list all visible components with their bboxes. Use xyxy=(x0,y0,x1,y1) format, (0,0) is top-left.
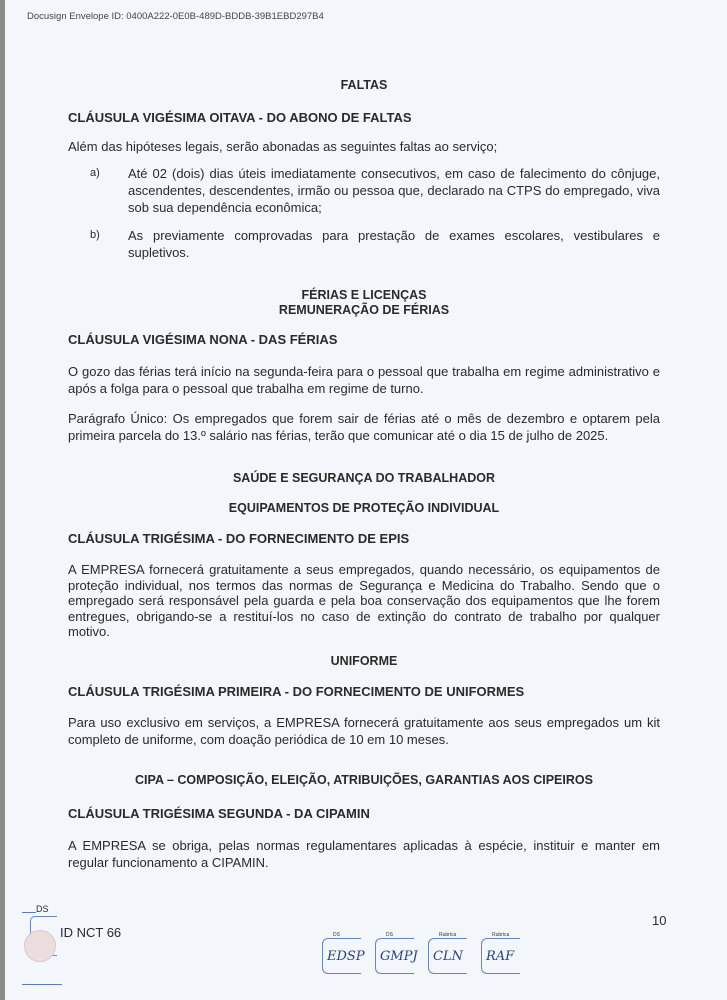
section-title: FALTAS xyxy=(340,78,388,92)
initials-box: Rubrica RAF xyxy=(481,938,520,974)
initials-box: Rubrica CLN xyxy=(428,938,467,974)
doc-id: ID NCT 66 xyxy=(60,925,122,940)
list-item: b) As previamente comprovadas para prestação de exames escolares, vestibulares e supletivos. xyxy=(90,228,660,260)
initials-box: DS GMPJ xyxy=(375,938,414,974)
clause-heading: CLÁUSULA TRIGÉSIMA PRIMEIRA - DO FORNECIMENTO DE UNIFORMES xyxy=(68,684,525,699)
scan-edge xyxy=(0,0,5,1000)
section-title: UNIFORME xyxy=(330,654,398,668)
section-subtitle: EQUIPAMENTOS DE PROTEÇÃO INDIVIDUAL xyxy=(228,501,500,515)
clause-heading: CLÁUSULA VIGÉSIMA OITAVA - DO ABONO DE FALTAS xyxy=(68,110,412,125)
section-title: CIPA – COMPOSIÇÃO, ELEIÇÃO, ATRIBUIÇÕES, GARANTIAS AOS CIPEIROS xyxy=(135,773,593,787)
clause-heading: CLÁUSULA TRIGÉSIMA - DO FORNECIMENTO DE EPIS xyxy=(68,531,410,546)
stamp-seal xyxy=(24,930,56,962)
section-title: SAÚDE E SEGURANÇA DO TRABALHADOR xyxy=(232,471,496,485)
paragraph: Para uso exclusivo em serviços, a EMPRESA fornecerá gratuitamente aos seus empregados um kit completo de uniforme, com doação periódica de 10 em 10 meses. xyxy=(68,715,660,747)
page-number: 10 xyxy=(652,913,667,928)
clause-heading: CLÁUSULA TRIGÉSIMA SEGUNDA - DA CIPAMIN xyxy=(68,806,370,821)
clause-heading: CLÁUSULA VIGÉSIMA NONA - DAS FÉRIAS xyxy=(68,332,338,347)
paragraph: A EMPRESA se obriga, pelas normas regulamentares aplicadas à espécie, instituir e manter em regular funcionamento a CIPAMIN. xyxy=(68,838,660,870)
section-title: FÉRIAS E LICENÇAS xyxy=(301,288,427,302)
paragraph: O gozo das férias terá início na segunda-feira para o pessoal que trabalha em regime administrativo e após a folga para o pessoal que trabalha em regime de turno. xyxy=(68,364,660,396)
section-subtitle: REMUNERAÇÃO DE FÉRIAS xyxy=(278,303,450,317)
envelope-id: Docusign Envelope ID: 0400A222-0E0B-489D-BDDB-39B1EBD297B4 xyxy=(27,11,324,22)
paragraph: Além das hipóteses legais, serão abonadas as seguintes faltas ao serviço; xyxy=(68,139,498,154)
paragraph: Parágrafo Único: Os empregados que forem sair de férias até o mês de dezembro e optarem pela primeira parcela do 13.º salário nas férias, terão que comunicar até o dia 15 de julho de 2025. xyxy=(68,411,660,443)
list-item: a) Até 02 (dois) dias úteis imediatamente consecutivos, em caso de falecimento do cônjuge, ascendentes, descendentes, irmão ou pessoa que, declarado na CTPS do empregado, viva sob sua dependência econômica; xyxy=(90,166,660,215)
initials-box: DS EDSP xyxy=(322,938,361,974)
ds-label: DS xyxy=(36,904,49,914)
paragraph: A EMPRESA fornecerá gratuitamente a seus empregados, quando necessário, os equipamentos de proteção individual, nos termos das normas de Segurança e Medicina do Trabalho. Sendo que o empregado será responsável pela guarda e pela boa conservação dos equipamentos que lhe forem entregues, obrigando-se a restituí-los no caso de extinção do contrato de trabalho por qualquer motivo. xyxy=(68,562,660,639)
